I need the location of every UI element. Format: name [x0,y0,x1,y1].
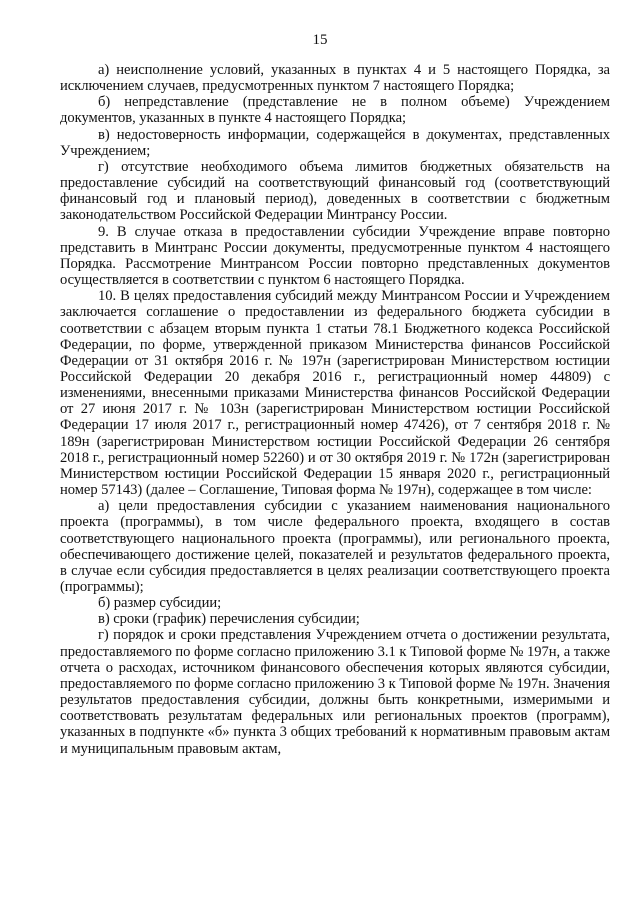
paragraph-a-goals: а) цели предоставления субсидии с указанием наименования национального проекта (программы), в том числе федерального проекта, входящего в состав соответствующего национального проекта (программы), или регионального проекта, обеспечивающего достижение целей, показателей и результатов федерального проекта, в случае если субсидия предоставляется в целях реализации соответствующего проекта (программы); [60,498,610,595]
paragraph-a-conditions: а) неисполнение условий, указанных в пунктах 4 и 5 настоящего Порядка, за исключением случаев, предусмотренных пунктом 7 настоящего Порядка; [60,62,610,95]
paragraph-g-reporting: г) порядок и сроки представления Учреждением отчета о достижении результата, предоставляемого по форме согласно приложению 3.1 к Типовой форме № 197н, а также отчета о расходах, источником финансового обеспечения которых являются субсидии, предоставляемого по форме согласно приложению 3 к Типовой форме № 197н. Значения результатов предоставления субсидии, должны быть конкретными, измеримыми и соответствовать результатам федеральных или региональных проектов (программ), указанных в подпункте «б» пункта 3 общих требований к нормативным правовым актам и муниципальным правовым актам, [60,627,610,757]
paragraph-g-limits: г) отсутствие необходимого объема лимитов бюджетных обязательств на предоставление субсидий на соответствующий финансовый год (соответствующий финансовый год и плановый период), доведенных в соответствии с бюджетным законодательством Российской Федерации Минтрансу России. [60,158,610,224]
page-number: 15 [312,32,328,48]
paragraph-v-information: в) недостоверность информации, содержащейся в документах, представленных Учреждением; [60,126,610,159]
paragraph-9-refusal: 9. В случае отказа в предоставлении субсидии Учреждение вправе повторно представить в Минтранс России документы, предусмотренные пунктом 4 настоящего Порядка. Рассмотрение Минтрансом России повторно представленных документов осуществляется в соответствии с пунктом 6 настоящего Порядка. [60,223,610,289]
paragraph-b-amount: б) размер субсидии; [98,595,222,612]
paragraph-v-schedule: в) сроки (график) перечисления субсидии; [98,611,360,628]
paragraph-b-documents: б) непредставление (представление не в полном объеме) Учреждением документов, указанных в пункте 4 настоящего Порядка; [60,94,610,127]
paragraph-10-agreement: 10. В целях предоставления субсидий между Минтрансом России и Учреждением заключается соглашение о предоставлении из федерального бюджета субсидии в соответствии с абзацем вторым пункта 1 статьи 78.1 Бюджетного кодекса Российской Федерации, по форме, утвержденной приказом Министерства финансов Российской Федерации от 31 октября 2016 г. № 197н (зарегистрирован Министерством юстиции Российской Федерации 20 декабря 2016 г., регистрационный номер 44809) с изменениями, внесенными приказами Министерства финансов Российской Федерации от 27 июня 2017 г. № 103н (зарегистрирован Министерством юстиции Российской Федерации 17 июля 2017 г., регистрационный номер 47426), от 7 сентября 2018 г. № 189н (зарегистрирован Министерством юстиции Российской Федерации 26 сентября 2018 г., регистрационный номер 52260) и от 30 октября 2019 г. № 172н (зарегистрирован Министерством юстиции Российской Федерации 15 января 2020 г., регистрационный номер 57143) (далее – Соглашение, Типовая форма № 197н), содержащее в том числе: [60,288,610,499]
document-body [60,62,610,757]
